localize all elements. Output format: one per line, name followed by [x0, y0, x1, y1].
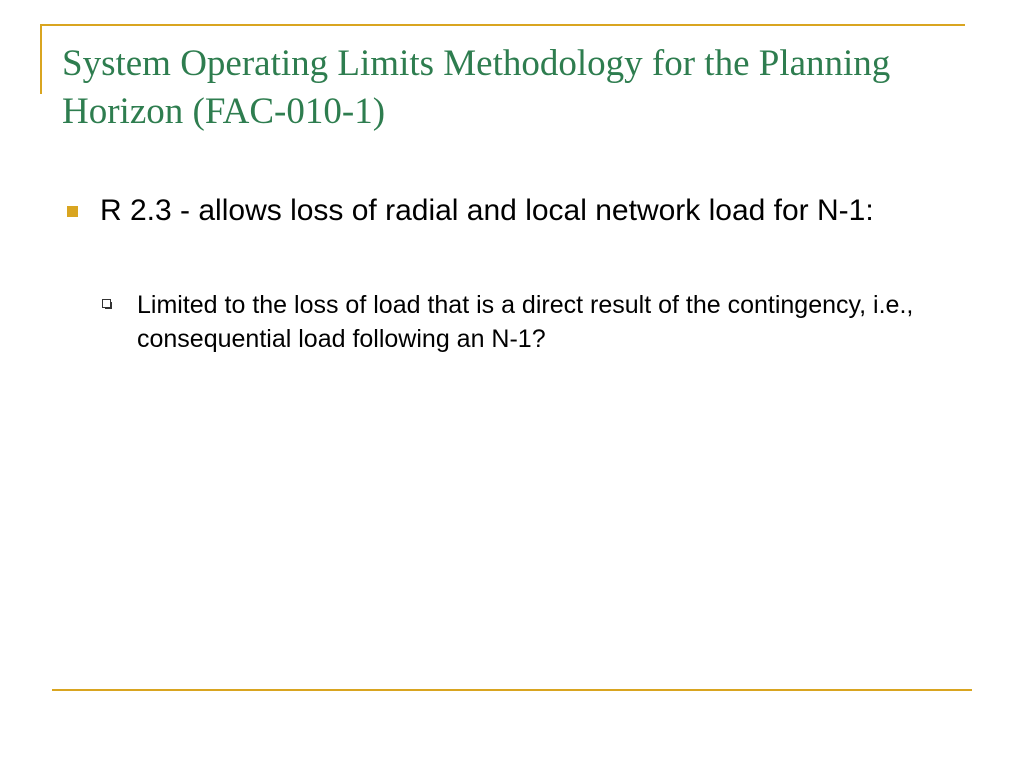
sub-bullet-item [100, 288, 920, 356]
top-accent-line [40, 24, 965, 26]
bullet-item [62, 191, 942, 231]
sub-bullet-text: Limited to the loss of load that is a direct result of the contingency, i.e., consequential load following an N-1? [137, 291, 914, 353]
filled-square-bullet-icon [67, 206, 78, 217]
hollow-square-bullet-icon [102, 299, 111, 308]
bullet-text: R 2.3 - allows loss of radial and local network load for N-1: [100, 194, 874, 227]
left-accent-line [40, 24, 42, 94]
bottom-accent-line [52, 689, 972, 691]
slide-title: System Operating Limits Methodology for the Planning Horizon (FAC-010-1) [62, 43, 891, 132]
